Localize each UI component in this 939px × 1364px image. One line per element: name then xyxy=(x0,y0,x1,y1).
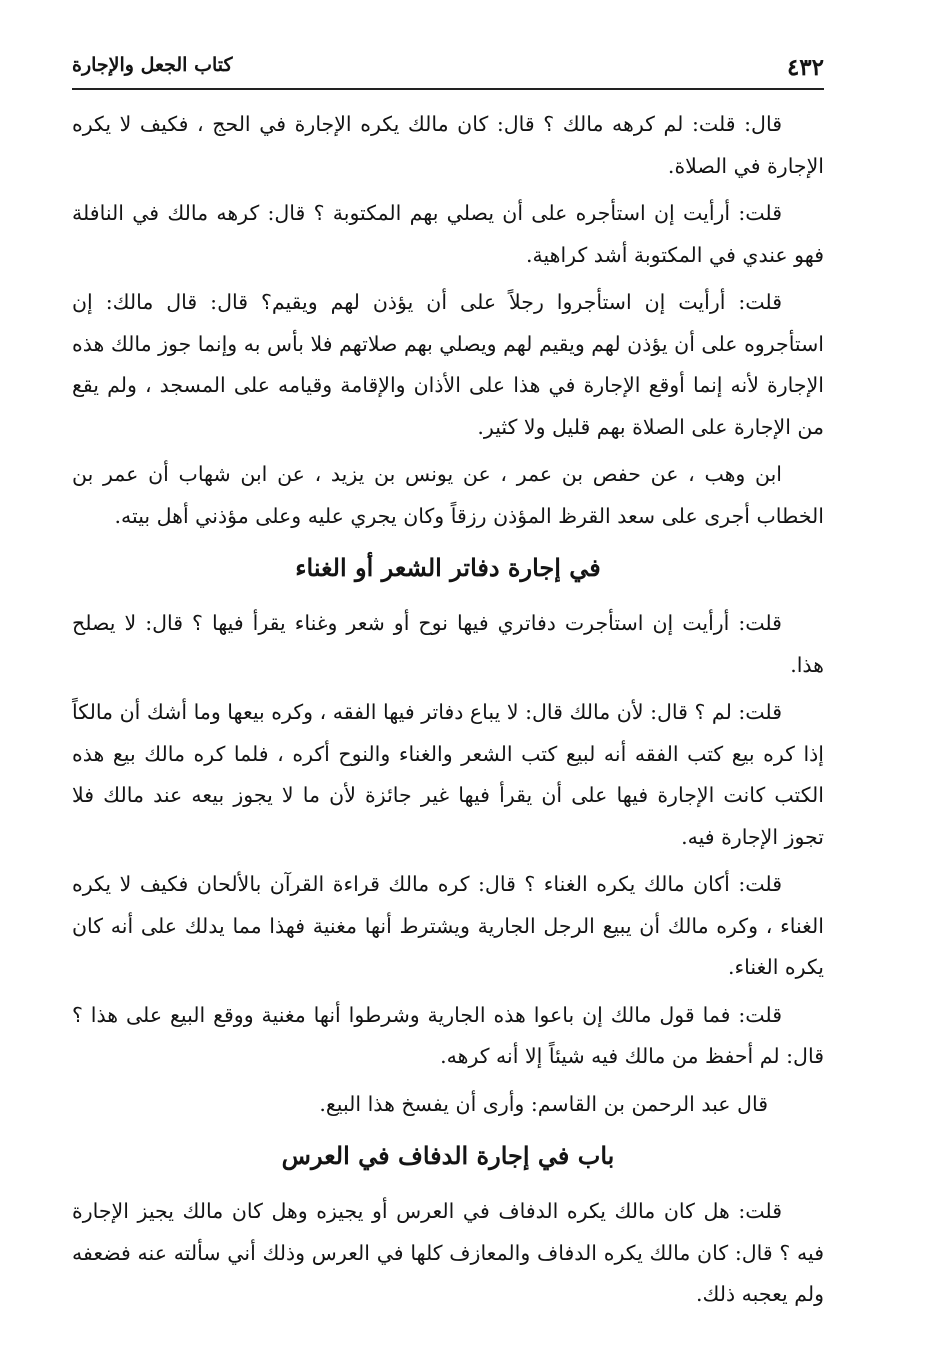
paragraph: قلت: لم ؟ قال: لأن مالك قال: لا يباع دفاتر فيها الفقه ، وكره بيعها وما أشك أن مالكاً إذا كره بيع كتب الفقه أنه لبيع كتب الشعر والغناء والنوح أكره ، فلما كره مالك بيع هذه الكتب كانت الإجارة فيها على أن يقرأ فيها غير جائزة لأن ما لا يجوز بيعه عند مالك فلا تجوز الإجارة فيه. xyxy=(72,700,824,849)
paragraph: قال عبد الرحمن بن القاسم: وأرى أن يفسخ هذا البيع. xyxy=(319,1091,768,1116)
header-rule xyxy=(72,88,824,90)
paragraph: قلت: هل كان مالك يكره الدفاف في العرس أو يجيزه وهل كان مالك يجيز الإجارة فيه ؟ قال: كان مالك يكره الدفاف والمعازف كلها في العرس وذلك أني سألته عنه فضعفه ولم يعجبه ذلك. xyxy=(72,1199,824,1306)
page-header xyxy=(72,38,824,88)
section-heading: باب في إجارة الدفاف في العرس xyxy=(281,1141,615,1170)
page-number: ٤٣٢ xyxy=(786,54,824,81)
paragraph: قلت: أرأيت إن استأجره على أن يصلي بهم المكتوبة ؟ قال: كرهه مالك في النافلة فهو عندي في المكتوبة أشد كراهية. xyxy=(72,201,824,267)
paragraph: قلت: أكان مالك يكره الغناء ؟ قال: كره مالك قراءة القرآن بالألحان فكيف لا يكره الغناء ، وكره مالك أن يبيع الرجل الجارية ويشترط أنها مغنية فهذا مما يدلك على أنه كان يكره الغناء. xyxy=(72,872,824,979)
running-title: كتاب الجعل والإجارة xyxy=(72,54,233,76)
paragraph: ابن وهب ، عن حفص بن عمر ، عن يونس بن يزيد ، عن ابن شهاب أن عمر بن الخطاب أجرى على سعد القرظ المؤذن رزقاً وكان يجري عليه وعلى مؤذني أهل بيته. xyxy=(72,462,824,528)
paragraph: قلت: أرأيت إن استأجروا رجلاً على أن يؤذن لهم ويقيم؟ قال: قال مالك: إن استأجروه على أن يؤذن لهم ويقيم لهم ويصلي بهم صلاتهم فلا بأس به وإنما جوز مالك هذه الإجارة لأنه إنما أوقع الإجارة في هذا على الأذان والإقامة وقيامه على المسجد ، ولم يقع من الإجارة على الصلاة بهم قليل ولا كثير. xyxy=(72,290,824,439)
paragraph: قال: قلت: لم كرهه مالك ؟ قال: كان مالك يكره الإجارة في الحج ، فكيف لا يكره الإجارة في الصلاة. xyxy=(72,112,824,178)
section-heading: في إجارة دفاتر الشعر أو الغناء xyxy=(295,553,601,582)
book-page xyxy=(72,38,824,1328)
page-body xyxy=(72,104,824,1322)
paragraph: قلت: فما قول مالك إن باعوا هذه الجارية وشرطوا أنها مغنية ووقع البيع على هذا ؟ قال: لم أحفظ من مالك فيه شيئاً إلا أنه كرهه. xyxy=(72,1002,824,1068)
paragraph: قلت: أرأيت إن استأجرت دفاتري فيها نوح أو شعر وغناء يقرأ فيها ؟ قال: لا يصلح هذا. xyxy=(72,611,824,677)
